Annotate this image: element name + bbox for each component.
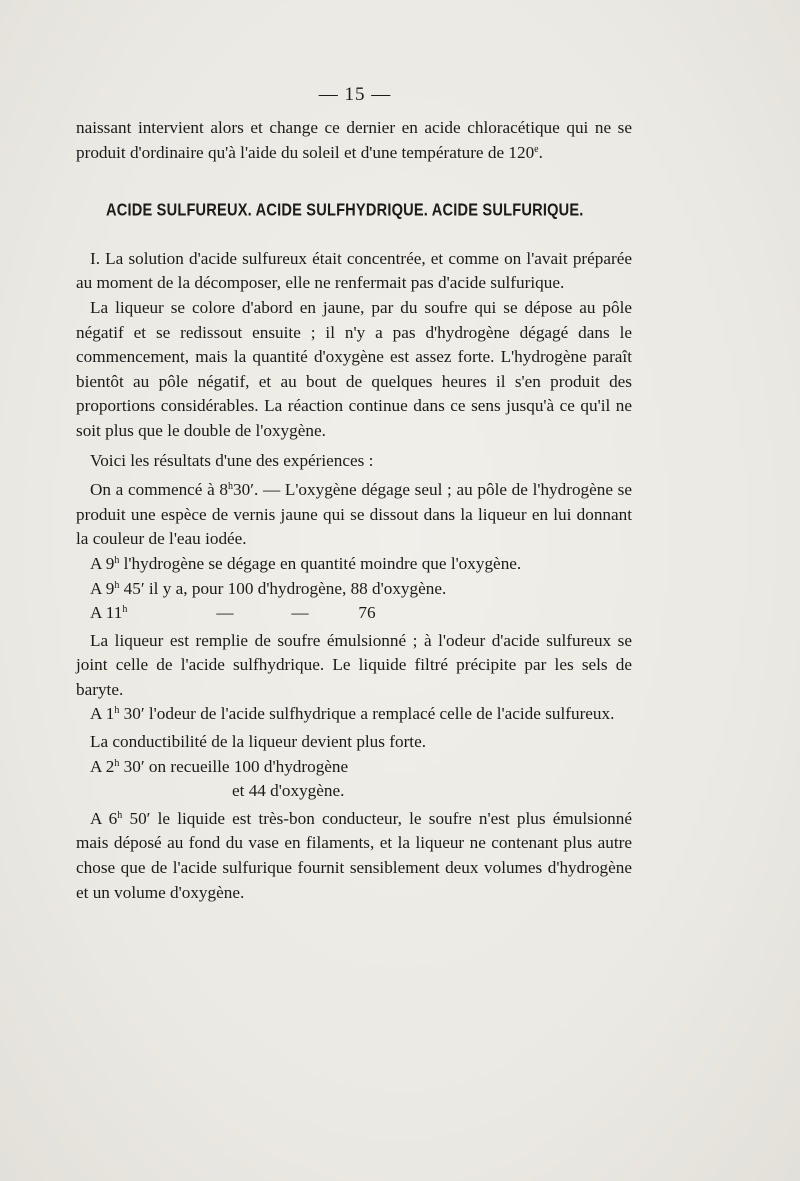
paragraph-9h45: A 9$^h$ 45′ il y a, pour 100 d'hydrogène, 88 d'oxygène.	[90, 578, 447, 598]
paragraph-oxygen-44: et 44 d'oxygène.	[232, 781, 345, 801]
ditto-dash: —	[291, 603, 309, 623]
paragraph-conductivity: La conductibilité de la liqueur devient plus forte.	[90, 732, 427, 752]
body-text	[76, 116, 632, 905]
oxygen-value: 76	[358, 603, 376, 623]
paragraph-solution: I. La solution d'acide sulfureux était concentrée, et comme on l'avait préparée au moment de la décomposer, elle ne renfermait pas d'acide sulfurique.	[76, 248, 632, 293]
paragraph-11h	[76, 601, 632, 626]
time-11h: A 11$^h$	[90, 603, 128, 623]
paragraph-liqueur: La liqueur se colore d'abord en jaune, par du soufre qui se dépose au pôle négatif et se redissout ensuite ; il n'y a pas d'hydrogène dégagé dans le commencement, mais la quantité d'oxygène est assez forte. L'hydrogène paraît bientôt au pôle négatif, et au bout de quelques heures il s'en produit des proportions considérables. La réaction continue dans ce sens jusqu'à ce qu'il ne soit plus que le double de l'oxygène.	[76, 297, 632, 440]
ditto-dash: —	[216, 603, 234, 623]
paragraph-continuation: naissant intervient alors et change ce dernier en acide chloracétique qui ne se produit d'ordinaire qu'à l'aide du soleil et d'une température de 120e.	[76, 118, 632, 162]
section-heading: ACIDE SULFUREUX. ACIDE SULFHYDRIQUE. ACIDE SULFURIQUE.	[106, 201, 584, 221]
paragraph-emulsion: La liqueur est remplie de soufre émulsionné ; à l'odeur d'acide sulfureux se joint celle de l'acide sulfhydrique. Le liquide filtré précipite par les sels de baryte.	[76, 630, 632, 699]
paragraph-1h30: A 1$^h$ 30′ l'odeur de l'acide sulfhydrique a remplacé celle de l'acide sulfureux.	[90, 704, 615, 724]
paragraph-9h: A 9$^h$ l'hydrogène se dégage en quantité moindre que l'oxygène.	[90, 553, 522, 573]
paragraph-start: On a commencé à 8$^h$30′. — L'oxygène dégage seul ; au pôle de l'hydrogène se produit une espèce de vernis jaune qui se dissout dans la liqueur en lui donnant la couleur de l'eau iodée.	[76, 480, 632, 549]
paragraph-2h30: A 2$^h$ 30′ on recueille 100 d'hydrogène	[90, 756, 349, 776]
paragraph-6h50: A 6$^h$ 50′ le liquide est très-bon conducteur, le soufre n'est plus émulsionné mais déposé au fond du vase en filaments, et la liqueur ne contenant plus autre chose que de l'acide sulfurique fournit sensiblement deux volumes d'hydrogène et un volume d'oxygène.	[76, 808, 632, 902]
page-number: — 15 —	[318, 84, 392, 105]
paragraph-results-intro: Voici les résultats d'une des expériences :	[90, 450, 374, 470]
